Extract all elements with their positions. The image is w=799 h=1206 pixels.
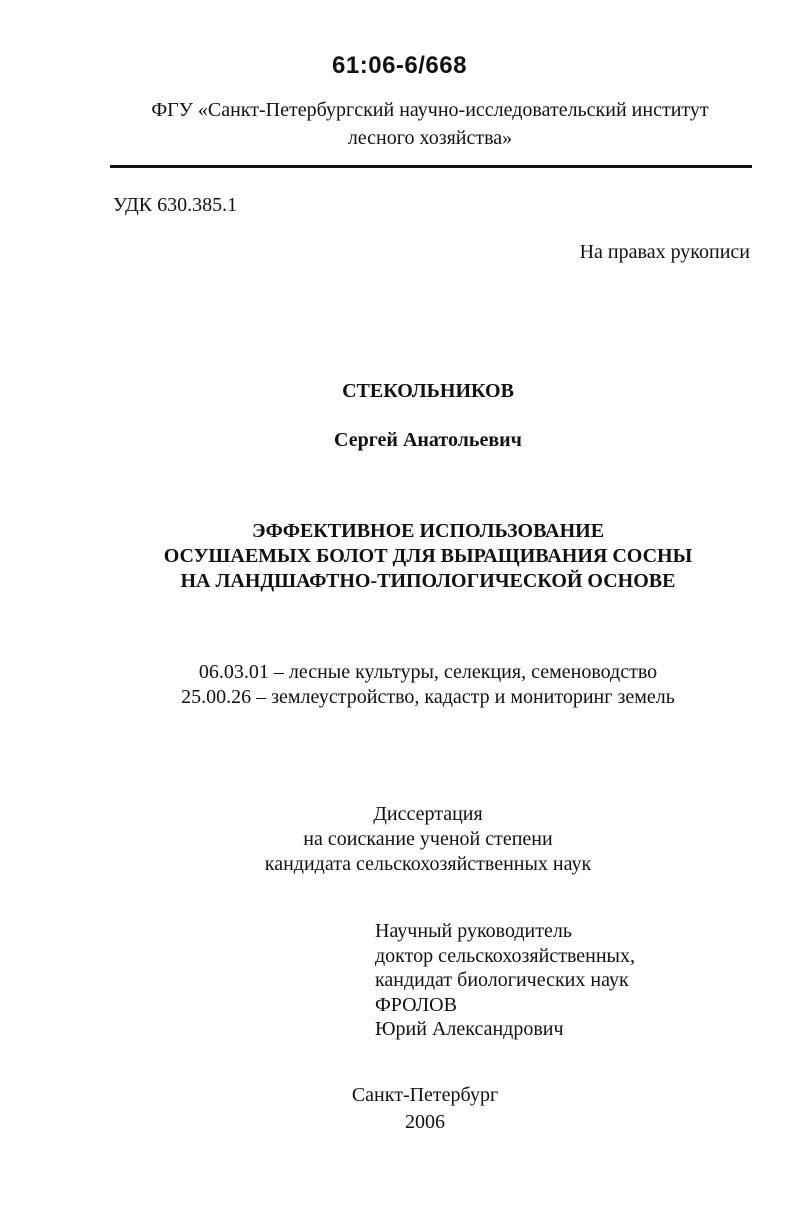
- degree-line: Диссертация: [373, 803, 483, 825]
- degree-line: кандидата сельскохозяйственных наук: [264, 853, 592, 875]
- rights-notice: На правах рукописи: [579, 241, 750, 263]
- year: 2006: [405, 1111, 445, 1133]
- dissertation-title: [0, 519, 799, 594]
- institute-name: [110, 96, 750, 152]
- title-line: ЭФФЕКТИВНОЕ ИСПОЛЬЗОВАНИЕ: [251, 520, 605, 542]
- scientific-supervisor: [375, 919, 635, 1042]
- author-surname: СТЕКОЛЬНИКОВ: [342, 380, 514, 402]
- author-given-names: Сергей Анатольевич: [334, 429, 522, 451]
- supervisor-line: кандидат биологических наук: [375, 969, 629, 991]
- degree-line: на соискание ученой степени: [303, 828, 553, 850]
- institute-line: лесного хозяйства»: [347, 127, 513, 149]
- specialty-codes: [0, 660, 799, 710]
- place-and-year: [0, 1082, 799, 1136]
- supervisor-line: Научный руководитель: [375, 920, 572, 942]
- specialty-line: 06.03.01 – лесные культуры, селекция, семеноводство: [198, 661, 658, 683]
- catalog-number: 61:06-6/668: [332, 52, 467, 79]
- udk-code: УДК 630.385.1: [113, 194, 238, 216]
- title-line: ОСУШАЕМЫХ БОЛОТ ДЛЯ ВЫРАЩИВАНИЯ СОСНЫ: [163, 545, 693, 567]
- city: Санкт-Петербург: [351, 1084, 499, 1106]
- specialty-line: 25.00.26 – землеустройство, кадастр и мониторинг земель: [181, 686, 675, 708]
- header-divider: [110, 165, 752, 168]
- institute-line: ФГУ «Санкт-Петербургский научно-исследовательский институт: [151, 99, 709, 121]
- degree-statement: [0, 802, 799, 877]
- supervisor-line: ФРОЛОВ: [375, 993, 457, 1016]
- title-line: НА ЛАНДШАФТНО-ТИПОЛОГИЧЕСКОЙ ОСНОВЕ: [180, 570, 676, 592]
- supervisor-line: Юрий Александрович: [375, 1018, 564, 1040]
- supervisor-line: доктор сельскохозяйственных,: [375, 944, 635, 967]
